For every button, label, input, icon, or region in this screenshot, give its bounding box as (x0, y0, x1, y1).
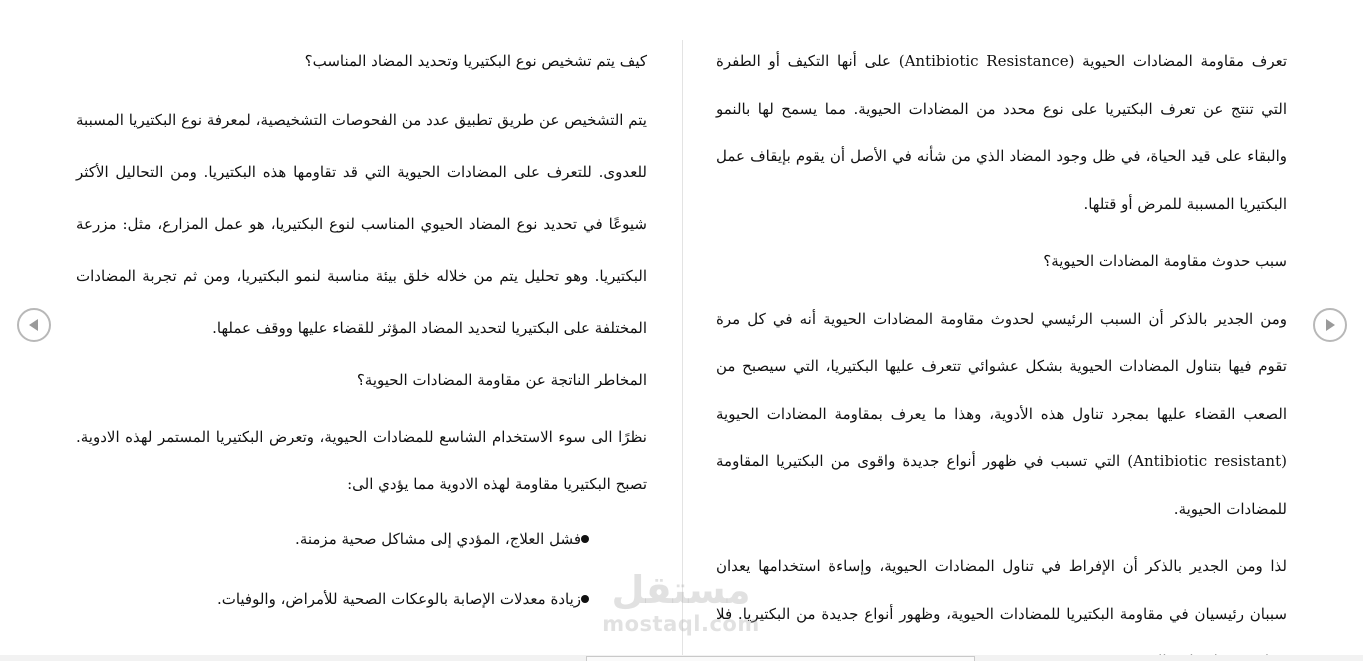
list-item-text: فشل العلاج، المؤدي إلى مشاكل صحية مزمنة. (295, 529, 581, 548)
chevron-right-icon (1315, 310, 1345, 340)
bullet-icon (581, 595, 589, 603)
watermark-latin: mostaql.com (602, 612, 760, 636)
list-item (76, 569, 637, 629)
page-thumbnail-bar[interactable] (586, 656, 975, 661)
risks-list (76, 509, 647, 629)
section-heading-diagnosis: كيف يتم تشخيص نوع البكتيريا وتحديد المضاد المناسب؟ (304, 52, 647, 70)
overuse-paragraph: لذا ومن الجدير بالذكر أن الإفراط في تناول المضادات الحيوية، وإساءة استخدامها يعدان سببان رئيسيان في مقاومة البكتيريا للمضادات الحيوية، وظهور أنواع جديدة من البكتيريا. فلا (716, 557, 1287, 623)
bullet-icon (581, 535, 589, 543)
left-column (76, 38, 647, 629)
section-heading-cause: سبب حدوث مقاومة المضادات الحيوية؟ (1043, 252, 1287, 270)
watermark-arabic: مستقل (611, 568, 751, 612)
risks-paragraph: نظرًا الى سوء الاستخدام الشاسع للمضادات الحيوية، وتعرض البكتيريا المستمر لهذه الادوية. تصبح البكتيريا مقاومة لهذه الادوية مما يؤدي الى: (76, 427, 647, 493)
intro-paragraph: تعرف مقاومة المضادات الحيوية (Antibiotic Resistance) على أنها التكيف أو الطفرة التي تنتج عن تعرف البكتيريا على نوع محدد من المضادات الحيوية. مما يسمح لها بالنمو والبقاء على قيد الحياة، في ظل وجود المضاد الذي من شأنه في الأصل أن يقوم بإيقاف عمل البكتيريا المسببة للمرض أو قتلها. (716, 52, 1288, 213)
diagnosis-paragraph: يتم التشخيص عن طريق تطبيق عدد من الفحوصات التشخيصية، لمعرفة نوع البكتيريا المسببة للعدوى. للتعرف على المضادات الحيوية التي قد تقاومها هذه البكتيريا. ومن التحاليل الأكثر شيوعًا في تحديد نوع المضاد الحيوي المناسب لنوع البكتيريا، هو عمل المزارع، مثل: مزرعة البكتيريا. وهو تحليل يتم من خلاله خلق بيئة مناسبة لنمو البكتيريا، ومن ثم تجربة المضادات المختلفة على البكتيريا لتحديد المضاد المؤثر للقضاء عليها ووقف عملها. (76, 110, 647, 337)
cause-paragraph: ومن الجدير بالذكر أن السبب الرئيسي لحدوث مقاومة المضادات الحيوية أنه في كل مرة تقوم فيها بتناول المضادات الحيوية بشكل عشوائي تتعرف عليها البكتيريا، التي سيصبح من الصعب القضاء عليها بمجرد تناول هذه الأدوية، وهذا ما يعرف بمقاومة المضادات الحيوية (Antibiotic resistant) التي تسبب في ظهور أنواع جديدة واقوى من البكتيريا المقاومة للمضادات الحيوية. (716, 309, 1287, 518)
previous-page-button[interactable] (17, 308, 51, 342)
column-divider (682, 40, 683, 661)
next-page-button[interactable] (1313, 308, 1347, 342)
section-heading-risks: المخاطر الناتجة عن مقاومة المضادات الحيوية؟ (356, 370, 647, 389)
right-column (716, 38, 1287, 661)
list-item (76, 509, 637, 569)
chevron-left-icon (19, 310, 49, 340)
list-item-text: زيادة معدلات الإصابة بالوعكات الصحية للأمراض، والوفيات. (216, 589, 581, 608)
